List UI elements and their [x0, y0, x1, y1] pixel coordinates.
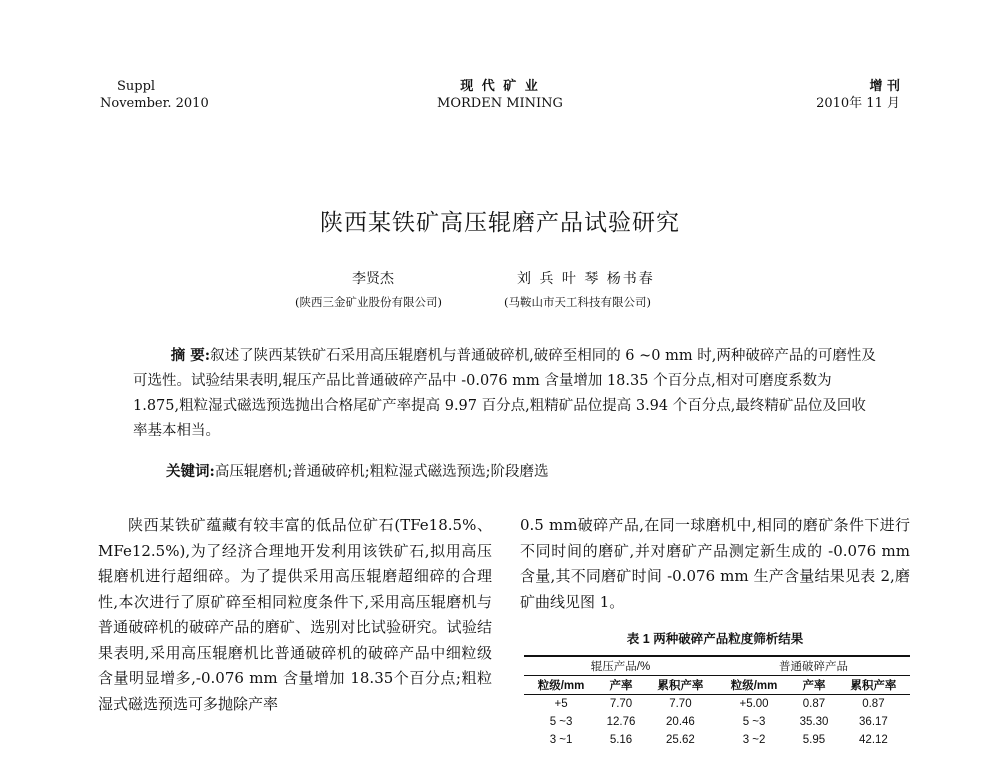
affiliation-1: (陕西三金矿业股份有限公司): [295, 295, 442, 309]
table-cell: 5.95: [802, 734, 826, 746]
table-cell: +5: [554, 698, 568, 710]
table-cell: 20.46: [666, 716, 695, 728]
article-title: 陕西某铁矿高压辊磨产品试验研究: [320, 210, 680, 236]
column-header: 粒级/mm: [717, 676, 791, 695]
table-cell: 3 ~1: [549, 734, 573, 746]
table-cell: 35.30: [799, 716, 829, 728]
issue-label-cn: 增 刊: [869, 79, 900, 94]
table-cell: 0.87: [862, 698, 885, 710]
journal-name-cn: 现 代 矿 业: [460, 79, 540, 94]
keywords-label: 关键词:: [166, 463, 215, 480]
table-cell: 5.16: [609, 734, 633, 746]
abstract: [133, 343, 880, 444]
table-row: [524, 695, 910, 714]
table-cell: 12.76: [606, 716, 636, 728]
table-cell: 3 ~2: [742, 734, 766, 746]
abstract-label: 摘 要:: [170, 347, 211, 364]
column-header: 产率: [598, 676, 644, 695]
table-cell: +5.00: [739, 698, 769, 710]
table-cell: 7.70: [669, 698, 692, 710]
author-1: 李贤杰: [352, 271, 394, 287]
journal-header-center: [400, 78, 600, 112]
journal-name-en: MORDEN MINING: [437, 96, 563, 111]
keywords-text: 高压辊磨机;普通破碎机;粗粒湿式磁选预选;阶段磨选: [214, 464, 549, 480]
sieve-analysis-table: [524, 655, 910, 749]
table-column-header-row: [524, 676, 910, 695]
issue-date-cn: 2010年 11 月: [816, 96, 900, 111]
column-header: 累积产率: [837, 676, 910, 695]
table-row: [524, 731, 910, 749]
abstract-text: 叙述了陕西某铁矿石采用高压辊磨机与普通破碎机,破碎至相同的 6 ~0 mm 时,两种破碎产品的可磨性及可选性。试验结果表明,辊压产品比普通破碎产品中 -0.076 mm 含量增加 18.35 个百分点,相对可磨度系数为 1.875,粗粒湿式磁选预选抛出合格尾矿产率提高 9.97 百分点,粗精矿品位提高 3.94 个百分点,最终精矿品位及回收率基本相当。: [133, 348, 876, 439]
table-cell: 5 ~3: [549, 716, 573, 728]
issue-date: November. 2010: [100, 96, 209, 111]
journal-header-left: [100, 78, 250, 112]
body-right-column: [520, 513, 910, 615]
column-header: 产率: [791, 676, 837, 695]
table-cell: 42.12: [859, 734, 888, 746]
authors-2: 刘 兵 叶 琴 杨书春: [517, 271, 655, 287]
issue-label: Suppl: [117, 79, 156, 94]
body-paragraph-intro: 陕西某铁矿蕴藏有较丰富的低品位矿石(TFe18.5%、MFe12.5%),为了经济合理地开发利用该铁矿石,拟用高压辊磨机进行超细碎。为了提供采用高压辊磨超细碎的合理性,本次进行了原矿碎至相同粒度条件下,采用高压辊磨机与普通破碎机的破碎产品的磨矿、选别对比试验研究。试验结果表明,采用高压辊磨机比普通破碎机的破碎产品中细粒级含量明显增多,-0.076 mm 含量增加 18.35个百分点;粗粒湿式磁选预选可多抛除产率: [98, 516, 492, 713]
table-cell: 5 ~3: [742, 716, 766, 728]
column-header: 粒级/mm: [524, 676, 598, 695]
table-cell: 36.17: [859, 716, 888, 728]
affiliation-2: (马鞍山市天工科技有限公司): [504, 295, 651, 309]
table-row: [524, 713, 910, 731]
journal-header-right: [760, 78, 900, 112]
table-cell: 7.70: [609, 698, 633, 710]
column-header: 累积产率: [644, 676, 717, 695]
body-paragraph-continued: 0.5 mm破碎产品,在同一球磨机中,相同的磨矿条件下进行不同时间的磨矿,并对磨矿产品测定新生成的 -0.076 mm 含量,其不同磨矿时间 -0.076 mm 生产含量结果见表 2,磨矿曲线见图 1。: [520, 516, 910, 611]
table-group-header-row: [524, 656, 910, 676]
table-cell: 25.62: [666, 734, 695, 746]
group-header-roller: 辊压产品/%: [524, 656, 717, 676]
table-caption: 表 1 两种破碎产品粒度筛析结果: [626, 632, 804, 646]
body-left-column: [98, 513, 492, 760]
group-header-conventional: 普通破碎产品: [717, 656, 910, 676]
keywords: [166, 459, 886, 485]
table-cell: 0.87: [802, 698, 826, 710]
